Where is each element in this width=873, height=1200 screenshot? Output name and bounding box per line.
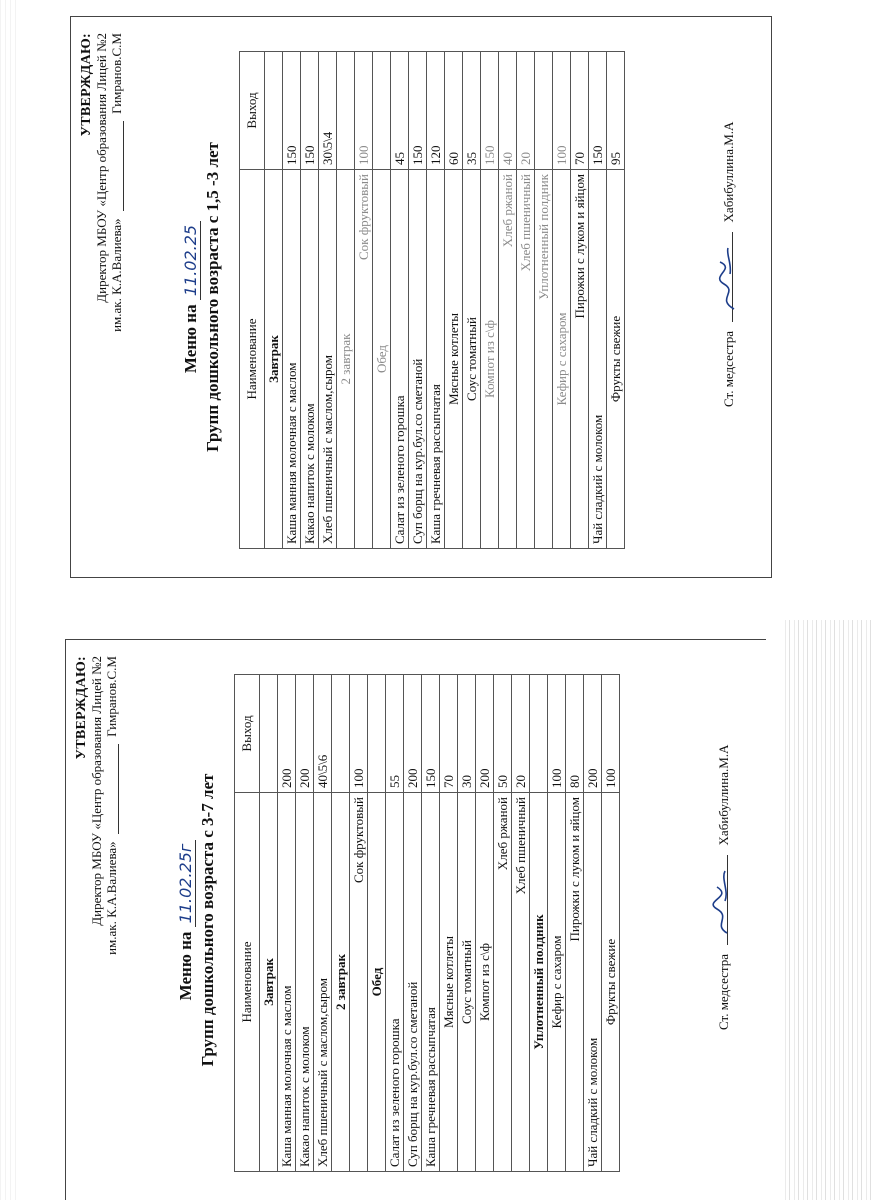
dish-output: 200 bbox=[404, 675, 422, 793]
dish-name: Сок фруктовый bbox=[355, 170, 373, 549]
dish-output: 200 bbox=[584, 675, 602, 793]
dish-name: Фрукты свежие bbox=[607, 170, 625, 549]
dish-name: Кефир с сахаром bbox=[553, 170, 571, 549]
dish-name: Мясные котлеты bbox=[445, 170, 463, 549]
dish-output: 100 bbox=[553, 52, 571, 170]
menu-table-body bbox=[265, 52, 625, 549]
dish-name: 2 завтрак bbox=[332, 793, 350, 1172]
dish-output: 70 bbox=[440, 675, 458, 793]
dish-output: 200 bbox=[296, 675, 314, 793]
dish-output: 30 bbox=[458, 675, 476, 793]
signature-line bbox=[123, 121, 124, 211]
table-row bbox=[463, 52, 481, 549]
dish-name: Сок фруктовый bbox=[350, 793, 368, 1172]
dish-name: Обед bbox=[373, 170, 391, 549]
signature-line bbox=[732, 232, 733, 322]
table-row bbox=[535, 52, 553, 549]
dish-output: 20 bbox=[512, 675, 530, 793]
table-row bbox=[427, 52, 445, 549]
dish-name: Компот из с\ф bbox=[481, 170, 499, 549]
dish-output: 40\5\6 bbox=[314, 675, 332, 793]
table-row bbox=[314, 675, 332, 1172]
dish-name: Какао напиток с молоком bbox=[296, 793, 314, 1172]
dish-output bbox=[337, 52, 355, 170]
dish-name: Соус томатный bbox=[458, 793, 476, 1172]
table-row bbox=[278, 675, 296, 1172]
dish-name: Каша гречневая рассыпчатая bbox=[427, 170, 445, 549]
table-row bbox=[589, 52, 607, 549]
table-row bbox=[440, 675, 458, 1172]
dish-output: 40 bbox=[499, 52, 517, 170]
dish-output bbox=[260, 675, 278, 793]
dish-name: Соус томатный bbox=[463, 170, 481, 549]
dish-output: 60 bbox=[445, 52, 463, 170]
column-header-name: Наименование bbox=[235, 793, 260, 1172]
dish-name: Каша манная молочная с маслом bbox=[278, 793, 296, 1172]
dish-output: 55 bbox=[386, 675, 404, 793]
dish-output: 150 bbox=[301, 52, 319, 170]
handwritten-date: 11.02.25 bbox=[181, 221, 201, 300]
table-row bbox=[602, 675, 620, 1172]
approval-director-line: Директор МБОУ «Центр образования Лицей №2 bbox=[94, 33, 109, 303]
dish-output: 20 bbox=[517, 52, 535, 170]
menu-label: Меню на bbox=[181, 304, 200, 374]
dish-name: Хлеб пшеничный bbox=[512, 793, 530, 1172]
dish-name: Мясные котлеты bbox=[440, 793, 458, 1172]
group-title: Групп дошкольного возраста с 1,5 -3 лет bbox=[203, 142, 222, 452]
dish-name: Уплотненный полдник bbox=[530, 793, 548, 1172]
table-row bbox=[517, 52, 535, 549]
menu-sheet-1-5-3 bbox=[70, 16, 772, 578]
dish-name: Кефир с сахаром bbox=[548, 793, 566, 1172]
table-row bbox=[566, 675, 584, 1172]
table-row bbox=[512, 675, 530, 1172]
menu-table-body bbox=[260, 675, 620, 1172]
table-row bbox=[355, 52, 373, 549]
table-row bbox=[481, 52, 499, 549]
table-row bbox=[499, 52, 517, 549]
menu-heading bbox=[176, 640, 218, 1200]
table-header-row bbox=[235, 675, 260, 1172]
column-header-output: Выход bbox=[240, 52, 265, 170]
table-row bbox=[373, 52, 391, 549]
dish-name: Хлеб ржаной bbox=[494, 793, 512, 1172]
approval-director-line: Директор МБОУ «Центр образования Лицей №2 bbox=[89, 656, 104, 926]
dish-name: 2 завтрак bbox=[337, 170, 355, 549]
signature-role: Ст. медсестра bbox=[716, 953, 731, 1030]
table-row bbox=[350, 675, 368, 1172]
signature-name: Хабибуллина.М.А bbox=[721, 121, 736, 223]
dish-output: 45 bbox=[391, 52, 409, 170]
signature-line bbox=[727, 855, 728, 945]
scan-edge-artifact bbox=[0, 0, 20, 1200]
dish-output: 80 bbox=[566, 675, 584, 793]
table-row bbox=[368, 675, 386, 1172]
handwritten-signature-icon bbox=[709, 867, 735, 937]
dish-name: Какао напиток с молоком bbox=[301, 170, 319, 549]
menu-date-line bbox=[181, 17, 201, 577]
dish-output bbox=[530, 675, 548, 793]
approval-director-name: Гимранов.С.М bbox=[104, 656, 119, 737]
dish-output bbox=[373, 52, 391, 170]
dish-name: Завтрак bbox=[260, 793, 278, 1172]
dish-name: Обед bbox=[368, 793, 386, 1172]
column-header-name: Наименование bbox=[240, 170, 265, 549]
dish-output: 150 bbox=[589, 52, 607, 170]
menu-sheet-3-7 bbox=[65, 639, 766, 1200]
table-row bbox=[319, 52, 337, 549]
table-row bbox=[301, 52, 319, 549]
signature-block bbox=[716, 745, 732, 1030]
approval-org-suffix: им.ак. К.А.Валиева» bbox=[109, 218, 124, 332]
menu-label: Меню на bbox=[176, 931, 195, 1001]
dish-name: Пирожки с луком и яйцом bbox=[571, 170, 589, 549]
table-row bbox=[409, 52, 427, 549]
dish-name: Суп борщ на кур.бул.со сметаной bbox=[404, 793, 422, 1172]
approval-block bbox=[79, 33, 124, 332]
dish-name: Чай сладкий с молоком bbox=[584, 793, 602, 1172]
approval-block bbox=[74, 656, 119, 955]
table-header-row bbox=[240, 52, 265, 549]
dish-output: 150 bbox=[409, 52, 427, 170]
table-row bbox=[476, 675, 494, 1172]
handwritten-signature-icon bbox=[714, 244, 740, 314]
dish-output: 100 bbox=[602, 675, 620, 793]
dish-name: Каша гречневая рассыпчатая bbox=[422, 793, 440, 1172]
dish-name: Каша манная молочная с маслом bbox=[283, 170, 301, 549]
dish-name: Хлеб пшеничный bbox=[517, 170, 535, 549]
dish-name: Фрукты свежие bbox=[602, 793, 620, 1172]
table-row bbox=[260, 675, 278, 1172]
dish-output: 35 bbox=[463, 52, 481, 170]
table-row bbox=[404, 675, 422, 1172]
dish-name: Компот из с\ф bbox=[476, 793, 494, 1172]
dish-name: Завтрак bbox=[265, 170, 283, 549]
dish-output bbox=[265, 52, 283, 170]
signature-line bbox=[118, 744, 119, 834]
table-row bbox=[386, 675, 404, 1172]
page-divider bbox=[0, 598, 873, 599]
table-row bbox=[332, 675, 350, 1172]
table-row bbox=[337, 52, 355, 549]
dish-output: 150 bbox=[283, 52, 301, 170]
approval-title: УТВЕРЖДАЮ: bbox=[79, 33, 94, 137]
table-row bbox=[607, 52, 625, 549]
signature-name: Хабибуллина.М.А bbox=[716, 744, 731, 846]
dish-output: 100 bbox=[350, 675, 368, 793]
group-title: Групп дошкольного возраста с 3-7 лет bbox=[198, 773, 217, 1067]
dish-output: 30\5\4 bbox=[319, 52, 337, 170]
scan-shadow-artifact bbox=[785, 620, 873, 1200]
approval-name-line bbox=[109, 33, 124, 332]
table-row bbox=[494, 675, 512, 1172]
dish-output: 100 bbox=[548, 675, 566, 793]
approval-name-line bbox=[104, 656, 119, 955]
approval-director-name: Гимранов.С.М bbox=[109, 33, 124, 114]
table-row bbox=[391, 52, 409, 549]
menu-table bbox=[239, 51, 625, 549]
dish-output: 150 bbox=[481, 52, 499, 170]
signature-role: Ст. медсестра bbox=[721, 330, 736, 407]
dish-output: 200 bbox=[278, 675, 296, 793]
table-row bbox=[265, 52, 283, 549]
dish-output: 150 bbox=[422, 675, 440, 793]
table-row bbox=[458, 675, 476, 1172]
signature-block bbox=[721, 122, 737, 407]
dish-name: Салат из зеленого горошка bbox=[386, 793, 404, 1172]
dish-name: Хлеб пшеничный с маслом,сыром bbox=[319, 170, 337, 549]
handwritten-date: 11.02.25г bbox=[176, 840, 196, 928]
dish-output: 95 bbox=[607, 52, 625, 170]
dish-output: 50 bbox=[494, 675, 512, 793]
table-row bbox=[553, 52, 571, 549]
dish-name: Салат из зеленого горошка bbox=[391, 170, 409, 549]
dish-name: Уплотненный полдник bbox=[535, 170, 553, 549]
dish-name: Хлеб ржаной bbox=[499, 170, 517, 549]
dish-output bbox=[368, 675, 386, 793]
dish-output bbox=[332, 675, 350, 793]
dish-output: 120 bbox=[427, 52, 445, 170]
table-row bbox=[422, 675, 440, 1172]
table-row bbox=[548, 675, 566, 1172]
table-row bbox=[530, 675, 548, 1172]
table-row bbox=[584, 675, 602, 1172]
table-row bbox=[571, 52, 589, 549]
column-header-output: Выход bbox=[235, 675, 260, 793]
dish-output bbox=[535, 52, 553, 170]
dish-name: Чай сладкий с молоком bbox=[589, 170, 607, 549]
dish-name: Хлеб пшеничный с маслом,сыром bbox=[314, 793, 332, 1172]
dish-output: 200 bbox=[476, 675, 494, 793]
table-row bbox=[283, 52, 301, 549]
menu-table bbox=[234, 674, 620, 1172]
dish-output: 70 bbox=[571, 52, 589, 170]
dish-name: Суп борщ на кур.бул.со сметаной bbox=[409, 170, 427, 549]
approval-title: УТВЕРЖДАЮ: bbox=[74, 656, 89, 760]
menu-date-line bbox=[176, 640, 196, 1200]
approval-org-suffix: им.ак. К.А.Валиева» bbox=[104, 841, 119, 955]
dish-name: Пирожки с луком и яйцом bbox=[566, 793, 584, 1172]
menu-heading bbox=[181, 17, 223, 577]
table-row bbox=[296, 675, 314, 1172]
dish-output: 100 bbox=[355, 52, 373, 170]
table-row bbox=[445, 52, 463, 549]
